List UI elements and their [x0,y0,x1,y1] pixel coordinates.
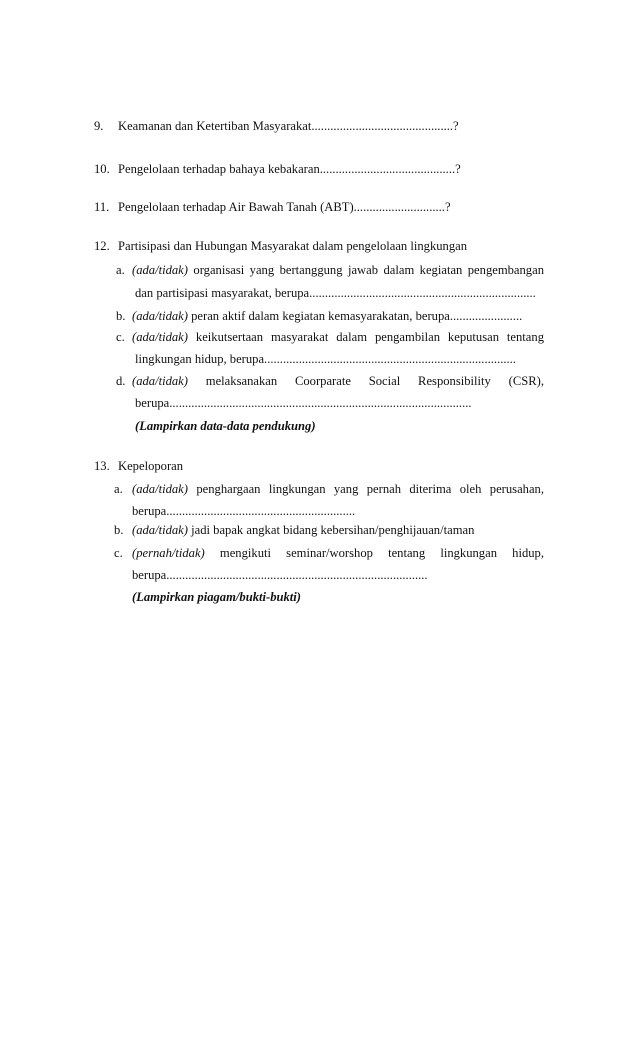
sub-item-text [132,329,544,345]
sub-item-rest: jadi bapak angkat bidang kebersihan/penghijauan/taman [187,523,475,537]
sub-item-text [132,373,544,389]
attachment-note: (Lampirkan data-data pendukung) [135,419,316,433]
sub-item-letter: c. [116,330,125,344]
option-text: (ada/tidak) [132,482,188,496]
sub-item-letter: b. [116,309,126,323]
sub-item-rest: melaksanakan Coorparate Social Responsibility (CSR), [187,374,544,388]
sub-item-rest: keikutsertaan masyarakat dalam pengambilan keputusan tentang [187,330,544,344]
sub-item-letter: c. [114,546,123,560]
sub-item-rest: organisasi yang bertanggung jawab dalam kegiatan pengembangan [187,263,544,277]
item-text: Partisipasi dan Hubungan Masyarakat dalam pengelolaan lingkungan [118,239,468,253]
item-number: 10. [94,162,110,176]
item-number: 12. [94,239,110,253]
item-number: 13. [94,459,110,473]
item-text: Kepeloporan [118,459,184,473]
attachment-note: (Lampirkan piagam/bukti-bukti) [132,590,301,604]
option-text: (ada/tidak) [132,263,188,277]
option-text: (pernah/tidak) [132,546,205,560]
sub-item-continuation: berupa................................................................................... [132,568,428,582]
item-text: Pengelolaan terhadap Air Bawah Tanah (ABT).............................? [118,200,451,214]
sub-item-rest: penghargaan lingkungan yang pernah diterima oleh perusahan, [187,482,544,496]
sub-item-text [132,545,544,561]
sub-item-continuation: lingkungan hidup, berupa................................................................................ [135,352,516,366]
sub-item-letter: d. [116,374,126,388]
sub-item-text [132,481,544,497]
sub-item-text [132,262,544,278]
sub-item-text [132,522,474,538]
item-text: Keamanan dan Ketertiban Masyarakat.............................................? [118,119,459,133]
sub-item-letter: b. [114,523,124,537]
sub-item-letter: a. [114,482,123,496]
sub-item-rest: mengikuti seminar/worshop tentang lingkungan hidup, [204,546,544,560]
option-text: (ada/tidak) [132,374,188,388]
sub-item-text [132,308,522,324]
option-text: (ada/tidak) [132,309,188,323]
sub-item-continuation: dan partisipasi masyarakat, berupa........................................................................ [135,286,536,300]
sub-item-rest: peran aktif dalam kegiatan kemasyarakatan, berupa....................... [187,309,523,323]
option-text: (ada/tidak) [132,330,188,344]
item-number: 9. [94,119,104,133]
sub-item-letter: a. [116,263,125,277]
option-text: (ada/tidak) [132,523,188,537]
item-number: 11. [94,200,110,214]
item-text: Pengelolaan terhadap bahaya kebakaran...........................................? [118,162,461,176]
sub-item-continuation: berupa................................................................................................ [135,396,472,410]
sub-item-continuation: berupa............................................................ [132,504,356,518]
